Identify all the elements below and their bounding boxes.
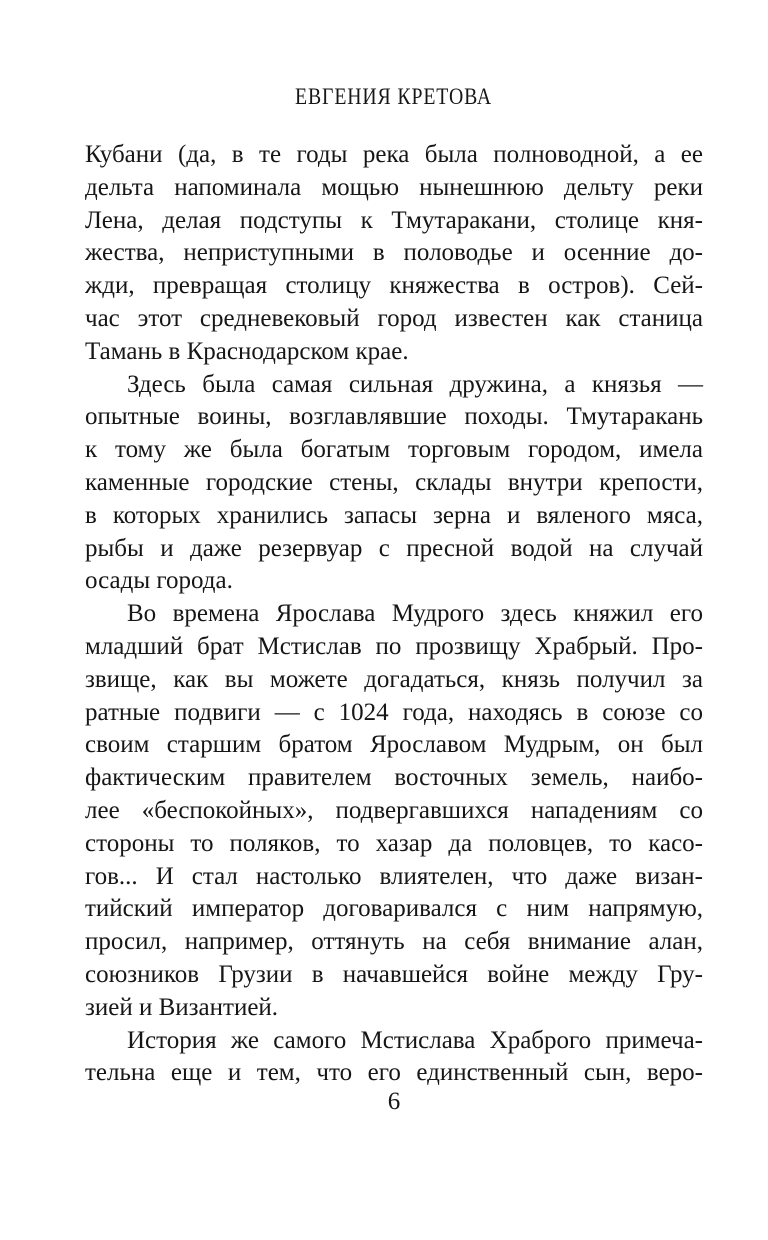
text-line: младший брат Мстислав по прозвищу Храбрый. Про- <box>85 632 703 660</box>
text-line: зией и Византией. <box>85 993 279 1021</box>
text-line: осады города. <box>85 567 233 595</box>
text-line: жества, неприступными в половодье и осенние до- <box>85 239 703 267</box>
text-line: своим старшим братом Ярославом Мудрым, он был <box>85 731 703 759</box>
text-line: гов... И стал настолько влиятелен, что даже визан- <box>85 862 703 890</box>
text-line: Здесь была самая сильная дружина, а князья — <box>127 370 703 398</box>
text-line: тельна еще и тем, что его единственный сын, веро- <box>85 1059 703 1087</box>
text-line: Кубани (да, в те годы река была полноводной, а ее <box>85 141 703 168</box>
text-line: История же самого Мстислава Храброго примеча- <box>127 1026 703 1054</box>
text-line: в которых хранились запасы зерна и вяленого мяса, <box>85 501 703 529</box>
running-head-text: ЕВГЕНИЯ КРЕТОВА <box>295 84 493 109</box>
page-number: 6 <box>387 1088 401 1115</box>
text-block <box>85 139 703 1090</box>
running-head <box>85 84 703 110</box>
text-line: просил, например, оттянуть на себя внимание алан, <box>85 928 703 956</box>
paragraph <box>85 369 703 599</box>
text-line: рыбы и даже резервуар с пресной водой на случай <box>85 534 703 562</box>
text-line: ратные подвиги — с 1024 года, находясь в союзе со <box>85 698 703 726</box>
text-line: жди, превращая столицу княжества в остров). Сей- <box>85 272 703 300</box>
text-line: звище, как вы можете догадаться, князь получил за <box>85 665 703 693</box>
paragraph <box>85 1025 703 1091</box>
text-line: фактическим правителем восточных земель, наибо- <box>85 764 703 792</box>
text-line: каменные городские стены, склады внутри крепости, <box>85 468 703 496</box>
text-line: Тамань в Краснодарском крае. <box>85 337 409 365</box>
text-line: к тому же была богатым торговым городом, имела <box>85 436 703 464</box>
paragraph <box>85 598 703 1024</box>
text-line: союзников Грузии в начавшейся войне между Гру- <box>85 960 703 988</box>
text-line: лее «беспокойных», подвергавшихся нападениям со <box>85 796 703 824</box>
text-line: Во времена Ярослава Мудрого здесь княжил его <box>127 600 703 628</box>
text-line: дельта напоминала мощью нынешнюю дельту реки <box>85 173 703 201</box>
text-line: опытные воины, возглавлявшие походы. Тмутаракань <box>85 403 703 431</box>
text-line: час этот средневековый город известен как станица <box>85 304 703 332</box>
paragraph <box>85 139 703 369</box>
text-line: стороны то поляков, то хазар да половцев, то касо- <box>85 829 703 857</box>
text-line: Лена, делая подступы к Тмутаракани, столице кня- <box>85 206 703 234</box>
text-line: тийский император договаривался с ним напрямую, <box>85 895 703 923</box>
